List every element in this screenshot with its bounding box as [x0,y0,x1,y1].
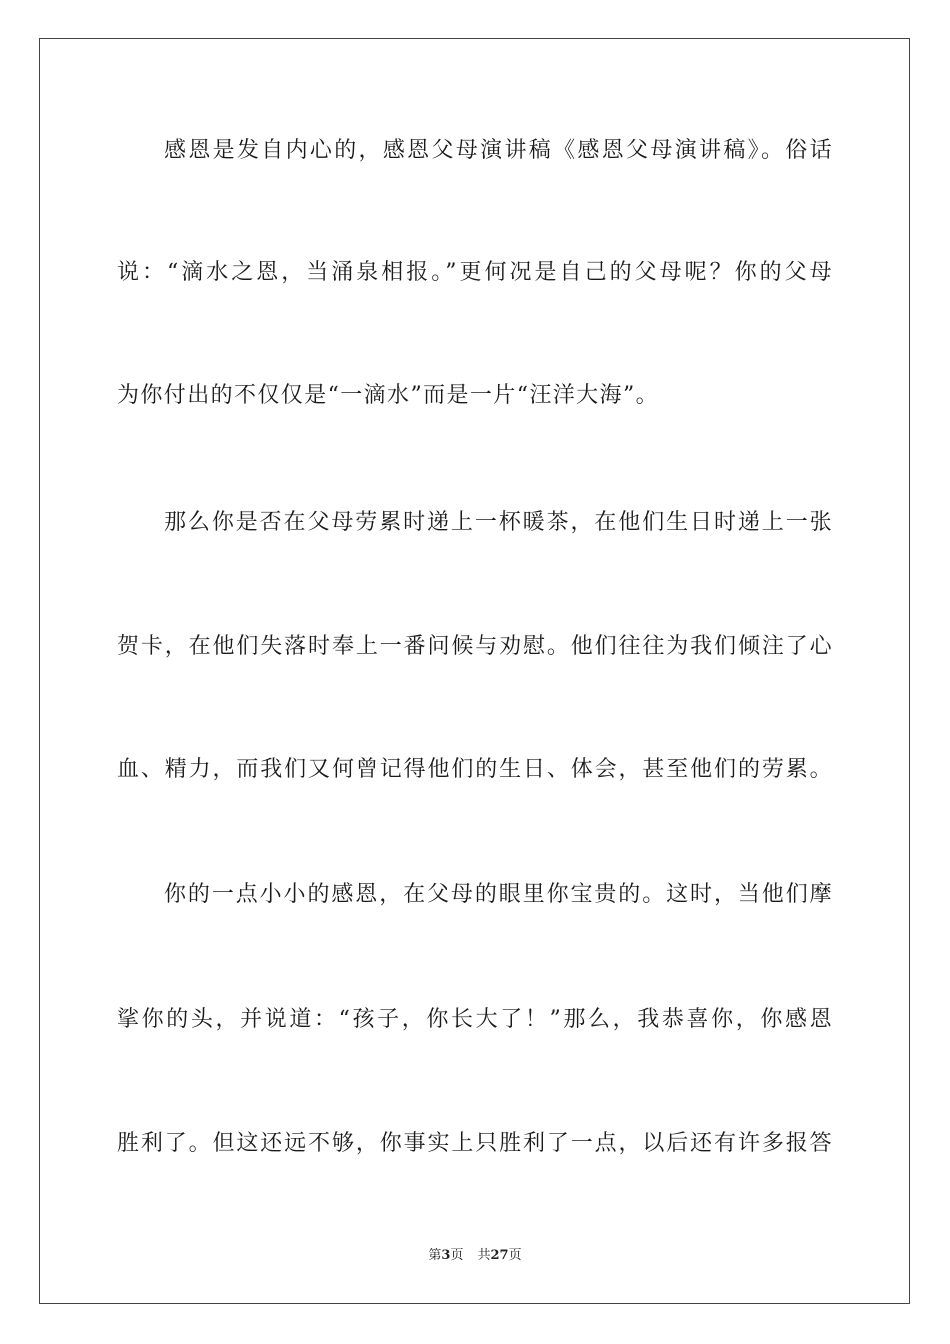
total-pages: 27 [490,1248,509,1263]
paragraph-3-line-3: 胜利了。但这还远不够，你事实上只胜利了一点，以后还有许多报答 [117,1131,833,1156]
paragraph-2-line-3: 血、精力，而我们又何曾记得他们的生日、体会，甚至他们的劳累。 [117,757,833,782]
paragraph-1-line-2: 说：“滴水之恩，当涌泉相报。”更何况是自己的父母呢？你的父母 [117,260,833,285]
paragraph-3-line-1: 你的一点小小的感恩，在父母的眼里你宝贵的。这时，当他们摩 [164,882,833,907]
page-footer [0,1247,950,1265]
paragraph-3-line-2: 挲你的头，并说道：“孩子，你长大了！”那么，我恭喜你，你感恩 [117,1007,833,1032]
page-suffix: 页 [450,1248,464,1263]
total-prefix: 共 [477,1248,491,1263]
paragraph-1-line-3: 为你付出的不仅仅是“一滴水”而是一片“汪洋大海”。 [117,383,659,408]
total-suffix: 页 [508,1248,522,1263]
page-border [39,38,910,1304]
page-prefix: 第 [428,1248,442,1263]
page-number: 3 [441,1248,451,1263]
paragraph-1-line-1: 感恩是发自内心的，感恩父母演讲稿《感恩父母演讲稿》。俗话 [164,138,833,163]
paragraph-2-line-2: 贺卡，在他们失落时奉上一番问候与劝慰。他们往往为我们倾注了心 [117,634,833,659]
paragraph-2-line-1: 那么你是否在父母劳累时递上一杯暖茶，在他们生日时递上一张 [164,510,833,535]
